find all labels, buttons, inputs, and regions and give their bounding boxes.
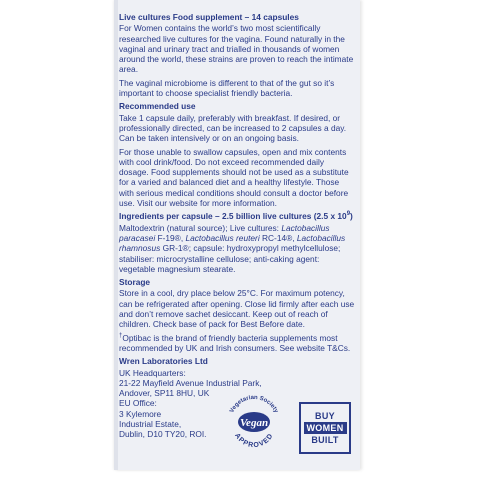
svg-text:Vegetarian Society bbox=[229, 395, 279, 415]
species-rhamnosus: Lactobacillus rhamnosus bbox=[119, 232, 346, 254]
footnote: †Optibac is the brand of friendly bacteria supplements most recommended by UK and Irish consumers. See website T&Cs. bbox=[119, 332, 351, 353]
species-reuteri: Lactobacillus reuteri bbox=[185, 232, 260, 243]
eu-label: EU Office: bbox=[119, 398, 157, 409]
species-paracasei: Lactobacillus paracasei bbox=[119, 222, 330, 243]
badge-line2: WOMEN bbox=[304, 422, 347, 434]
intro-paragraph: For Women contains the world’s two most scientifically researched live cultures for the vagina. Found naturally in the vaginal and urinary tract and trialled in thousands of women around the world, these strains are proven to reach the intimate area. bbox=[119, 23, 354, 75]
vegan-logo-bottom-text: APPROVED bbox=[233, 432, 275, 450]
microbiome-paragraph: The vaginal microbiome is different to that of the gut so it’s important to choose specialist friendly bacteria. bbox=[119, 77, 335, 99]
storage-paragraph: Store in a cool, dry place below 25°C. For maximum potency, can be refrigerated after opening. Close lid firmly after each use and don’t remove sachet desiccant. Keep out of reach of children. Check base of pack for Best Before date. bbox=[119, 288, 355, 330]
box-left-edge bbox=[114, 0, 118, 470]
uk-address-line2: Andover, SP11 8HU, UK bbox=[119, 388, 210, 399]
use-paragraph: Take 1 capsule daily, preferably with breakfast. If desired, or professionally directed, can be increased to 2 capsules a day. Can be taken intensively or on an ongoing basis. bbox=[119, 112, 347, 144]
recommended-use-heading: Recommended use bbox=[119, 101, 196, 112]
vegan-logo-top-text: Vegetarian Society bbox=[229, 394, 279, 414]
storage-heading: Storage bbox=[119, 277, 151, 288]
ingredients-paragraph: Maltodextrin (natural source); Live cultures: Lactobacillus paracasei F-19®, Lactobacillus reuteri RC-14®, Lactobacillus rhamnosus GR-1®; capsule: hydroxypropyl methylcellulose; stabiliser: microcrystalline cellulose; anti-caking agent: vegetable magnesium stearate. bbox=[119, 222, 346, 274]
vegan-logo-word: Vegan bbox=[239, 417, 269, 429]
product-heading: Live cultures Food supplement – 14 capsules bbox=[119, 12, 299, 22]
badge-line1: BUY bbox=[315, 411, 335, 421]
eu-address-line2: Industrial Estate, bbox=[119, 418, 182, 429]
uk-label: UK Headquarters: bbox=[119, 367, 186, 378]
box-back-text bbox=[119, 12, 355, 440]
eu-address-line1: 3 Kylemore bbox=[119, 408, 162, 419]
badge-line3: BUILT bbox=[311, 435, 339, 445]
buy-women-built-badge bbox=[299, 402, 351, 454]
eu-address-line3: Dublin, D10 TY20, ROI. bbox=[119, 429, 207, 440]
advice-paragraph: For those unable to swallow capsules, open and mix contents with cool drink/food. Do not exceed recommended daily dosage. Food supplements should not be used as a substitute for a varied and balanced diet and a healthy lifestyle. Those with serious medical conditions should consult a doctor before use. Visit our website for more information. bbox=[119, 146, 349, 209]
company-name: Wren Laboratories Ltd bbox=[119, 356, 208, 367]
svg-text:APPROVED bbox=[233, 432, 275, 449]
uk-address-line1: 21-22 Mayfield Avenue Industrial Park, bbox=[119, 377, 262, 388]
vegan-logo-icon bbox=[222, 388, 286, 452]
ingredients-heading: Ingredients per capsule – 2.5 billion live cultures (2.5 x $10^9$) bbox=[119, 211, 353, 222]
